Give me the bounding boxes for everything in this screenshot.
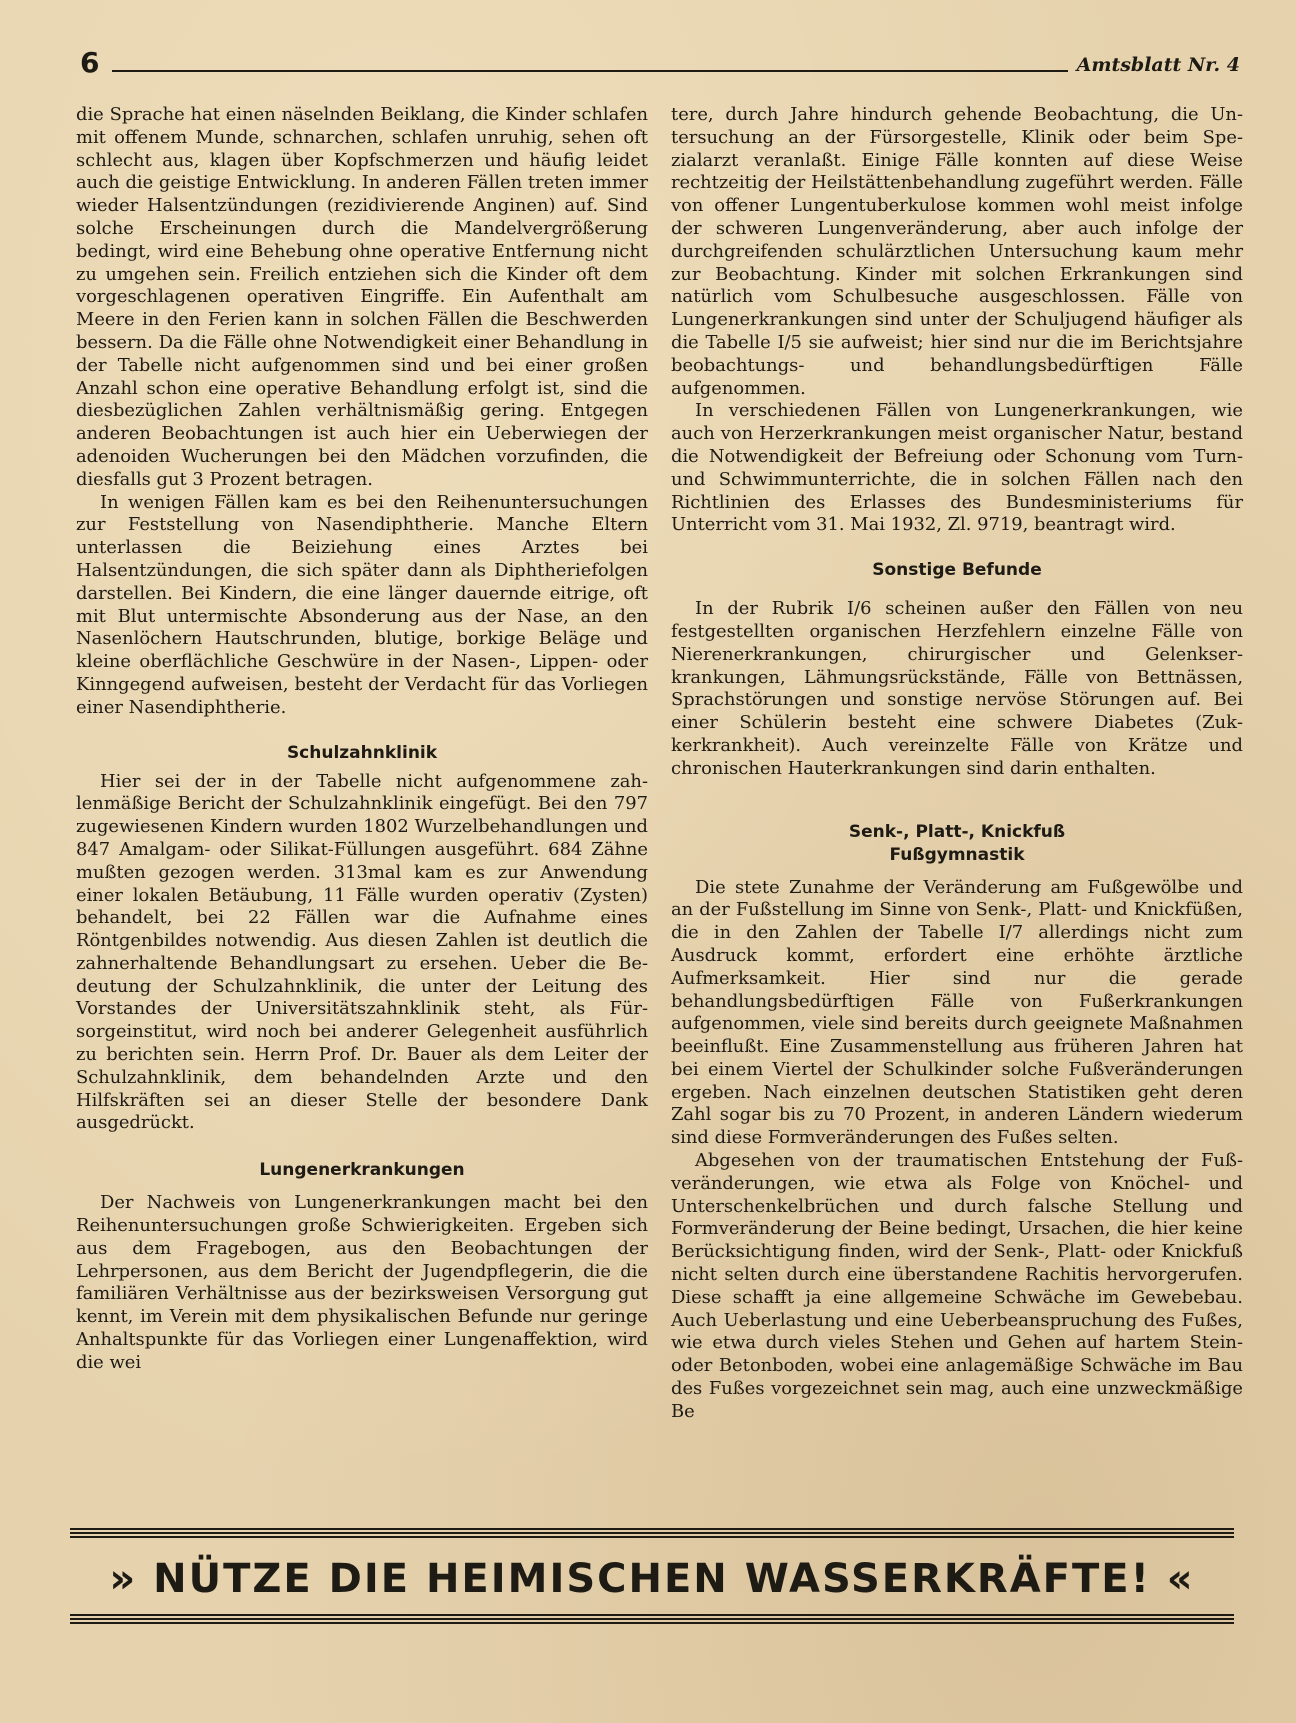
page-number: 6: [80, 46, 100, 79]
slogan-text: » NÜTZE DIE HEIMISCHEN WASSERKRÄFTE! «: [109, 1556, 1195, 1602]
page-header: [80, 46, 1240, 80]
paragraph: die Sprache hat einen näselnden Beiklang, die Kinder schlafen mit offenem Munde, schnarchen, schlafen unruhig, sehen oft schlecht aus, klagen über Kopfschmerzen und häufig leidet auch die geistige Entwicklung. In anderen Fällen treten immer wieder Halsentzündungen (rezidivierende Anginen) auf. Sind solche Erscheinungen durch die Mandelvergrößerung bedingt, wird eine Behebung ohne operative Entfernung nicht zu umgehen sein. Freilich entziehen sich die Kinder oft dem vorgeschlagenen operativen Eingriffe. Ein Aufenthalt am Meere in den Ferien kann in solchen Fällen die Beschwerden bessern. Da die Fälle ohne Notwendigkeit einer Behandlung in der Tabelle nicht aufgenommen sind und bei einer großen Anzahl schon eine operative Behandlung erfolgt ist, sind die diesbezüglichen Zahlen verhältnismäßig gering. Entgegen anderen Beobachtungen ist auch hier ein Ueberwiegen der adenoiden Wucherungen bei den Mädchen vorzufinden, die diesfalls gut 3 Prozent betragen.: [76, 104, 648, 490]
paragraph: Der Nachweis von Lungenerkrankungen macht bei den Reihenuntersuchungen große Schwierigkeiten. Ergeben sich aus dem Fragebogen, aus den Beobachtungen der Lehrpersonen, aus dem Bericht der Jugendpflegerin, die die familiären Verhältnisse aus der bezirksweisen Versorgung gut kennt, im Verein mit dem physikalischen Befunde nur geringe Anhaltspunkte für das Vorliegen einer Lungenaffektion, wird die wei: [76, 1192, 648, 1373]
banner-stripes-top: [70, 1528, 1234, 1540]
section-heading-lungenerkrankungen: Lungenerkrankungen: [259, 1160, 465, 1181]
header-rule: [112, 70, 1068, 72]
paragraph: Hier sei der in der Tabelle nicht aufgenommene zahlenmäßige Bericht der Schulzahnklinik eingefügt. Bei den 797 zugewiesenen Kindern wurden 1802 Wurzelbehandlungen und 847 Amalgam- oder Silikat-Füllungen ausgeführt. 684 Zähne mußten gezogen werden. 313mal kam es zur Anwendung einer lokalen Betäubung, 11 Fälle wurden operativ (Zysten) behandelt, bei 22 Fällen war die Aufnahme eines Röntgenbildes notwendig. Aus diesen Zahlen ist deutlich die zahnerhaltende Behandlungsart zu ersehen. Ueber die Bedeutung der Schulzahnklinik, die unter der Leitung des Vorstandes der Universitätszahnklinik steht, als Fürsorgeinstitut, wird noch bei anderer Gelegenheit ausführlich zu berichten sein. Herrn Prof. Dr. Bauer als dem Leiter der Schulzahnklinik, dem behandelnden Arzte und den Hilfskräften sei an dieser Stelle der besondere Dank ausgedrückt.: [76, 770, 648, 1134]
issue-label: Amtsblatt Nr. 4: [1076, 54, 1240, 76]
slogan-banner: [70, 1522, 1234, 1630]
section-heading-sonstige-befunde: Sonstige Befunde: [872, 560, 1042, 581]
paragraph: In wenigen Fällen kam es bei den Reihenuntersuchungen zur Feststellung von Nasendiphtherie. Manche Eltern unterlassen die Beiziehung eines Arztes bei Halsentzündungen, die sich später dann als Diphtheriefolgen darstellen. Bei Kindern, die eine länger dauernde eitrige, oft mit Blut untermischte Absonderung aus der Nase, an den Nasenlöchern Hautschrunden, blutige, borkige Beläge und kleine oberflächliche Geschwüre in der Nasen-, Lippen- oder Kinngegend aufweisen, besteht der Verdacht für das Vorliegen einer Nasendiphtherie.: [76, 491, 648, 718]
paragraph: In verschiedenen Fällen von Lungenerkrankungen, wie auch von Herzerkrankungen meist organischer Natur, bestand die Notwendigkeit der Befreiung oder Schonung vom Turn- und Schwimmunterrichte, die in solchen Fällen nach den Richtlinien des Erlasses des Bundesministeriums für Unterricht vom 31. Mai 1932, Zl. 9719, beantragt wird.: [671, 400, 1243, 536]
left-column: [76, 104, 648, 1375]
right-column: [671, 104, 1243, 1424]
banner-stripes-bottom: [70, 1614, 1234, 1626]
section-heading-senkfuss: Senk-, Platt-, Knickfuß: [848, 821, 1066, 842]
paragraph: tere, durch Jahre hindurch gehende Beobachtung, die Untersuchung an der Fürsorgestelle, Klinik oder beim Spezialarzt veranlaßt. Einige Fälle konnten auf diese Weise rechtzeitig der Heilstättenbehandlung zugeführt werden. Fälle von offener Lungentuberkulose kommen wohl meist infolge der schweren Lungenveränderung, aber auch infolge der durchgreifenden schulärztlichen Untersuchung kaum mehr zur Beobachtung. Kinder mit solchen Erkrankungen sind natürlich vom Schulbesuche ausgeschlossen. Fälle von Lungenerkrankungen sind unter der Schuljugend häufiger als die Tabelle I/5 sie aufweist; hier sind nur die im Berichtsjahre beobachtungs- und behandlungsbedürftigen Fälle aufgenommen.: [671, 104, 1243, 399]
paragraph: Abgesehen von der traumatischen Entstehung der Fußveränderungen, wie etwa als Folge von Knöchel- und Unterschenkelbrüchen und durch falsche Stellung und Formveränderung der Beine bedingt, Ursachen, die hier keine Berücksichtigung finden, wird der Senk-, Platt- oder Knickfuß nicht selten durch eine überstandene Rachitis hervorgerufen. Diese schafft ja eine allgemeine Schwäche im Gewebebau. Auch Ueberlastung und eine Ueberbeanspruchung des Fußes, wie etwa durch vieles Stehen und Gehen auf hartem Stein- oder Betonboden, wobei eine anlagemäßige Schwäche im Bau des Fußes vorgezeichnet sein mag, auch eine unzweckmäßige Be: [671, 1150, 1243, 1422]
paragraph: Die stete Zunahme der Veränderung am Fußgewölbe und an der Fußstellung im Sinne von Senk-, Platt- und Knickfüßen, die in den Zahlen der Tabelle I/7 allerdings nicht zum Ausdruck kommt, erfordert eine erhöhte ärztliche Aufmerksamkeit. Hier sind nur die gerade behandlungsbedürftigen Fälle von Fußerkrankungen aufgenommen, viele sind bereits durch geeignete Maßnahmen beeinflußt. Eine Zusammenstellung aus früheren Jahren hat bei einem Viertel der Schulkinder solche Fußveränderungen ergeben. Nach einzelnen deutschen Statistiken geht deren Zahl sogar bis zu 70 Prozent, in anderen Ländern wiederum sind diese Formveränderungen des Fußes selten.: [671, 876, 1243, 1149]
section-heading-fussgymnastik: Fußgymnastik: [889, 844, 1025, 865]
paragraph: In der Rubrik I/6 scheinen außer den Fällen von neu festgestellten organischen Herzfehlern einzelne Fälle von Nierenerkrankungen, chirurgischer und Gelenkserkrankungen, Lähmungsrückstände, Fälle von Bettnässen, Sprachstörungen und sonstige nervöse Störungen auf. Bei einer Schülerin besteht eine schwere Diabetes (Zukkerkrankheit). Auch vereinzelte Fälle von Krätze und chronischen Hauterkrankungen sind darin enthalten.: [671, 598, 1243, 779]
section-heading-schulzahnklinik: Schulzahnklinik: [286, 742, 438, 763]
